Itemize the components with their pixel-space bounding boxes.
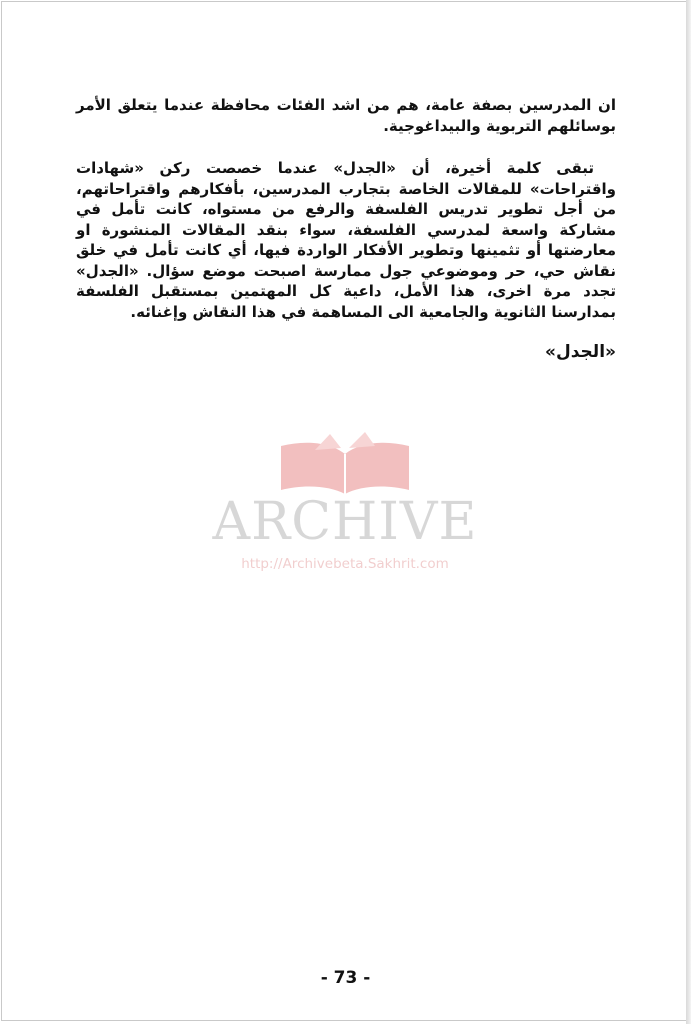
archive-watermark: [212, 432, 478, 582]
watermark-title: ARCHIVE: [212, 492, 478, 552]
paragraph-2: تبقى كلمة أخيرة، أن «الجدل» عندما خصصت ركن «شهادات واقتراحات» للمقالات الخاصة بتجارب المدرسين، بأفكارهم واقتراحاتهم، من أجل تطوير تدريس الفلسفة والرفع من مستواه، كانت تأمل في مشاركة واسعة لمدرسي الفلسفة، سواء بنقد المقالات المنشورة او معارضتها أو تثمينها وتطوير الأفكار الواردة فيها، أي كانت تأمل في خلق نقاش حي، حر وموضوعي جول ممارسة اصبحت موضع سؤال. «الجدل» تجدد مرة اخرى، هذا الأمل، داعية كل المهتمين بمستقبل الفلسفة بمدارسنا الثانوية والجامعية الى المساهمة في هذا النقاش وإغنائه.: [76, 159, 616, 321]
page-edge-shadow: [686, 0, 691, 1024]
open-book-icon: [275, 432, 415, 494]
paragraph-1: ان المدرسين بصفة عامة، هم من اشد الفئات محافظة عندما يتعلق الأمر بوسائلهم التربوية والبيداغوجية.: [76, 96, 616, 135]
signature: «الجدل»: [545, 342, 616, 362]
watermark-url[interactable]: http://Archivebeta.Sakhrit.com: [241, 556, 449, 572]
article-body: [76, 95, 616, 363]
page-number: - 73 -: [320, 968, 371, 988]
